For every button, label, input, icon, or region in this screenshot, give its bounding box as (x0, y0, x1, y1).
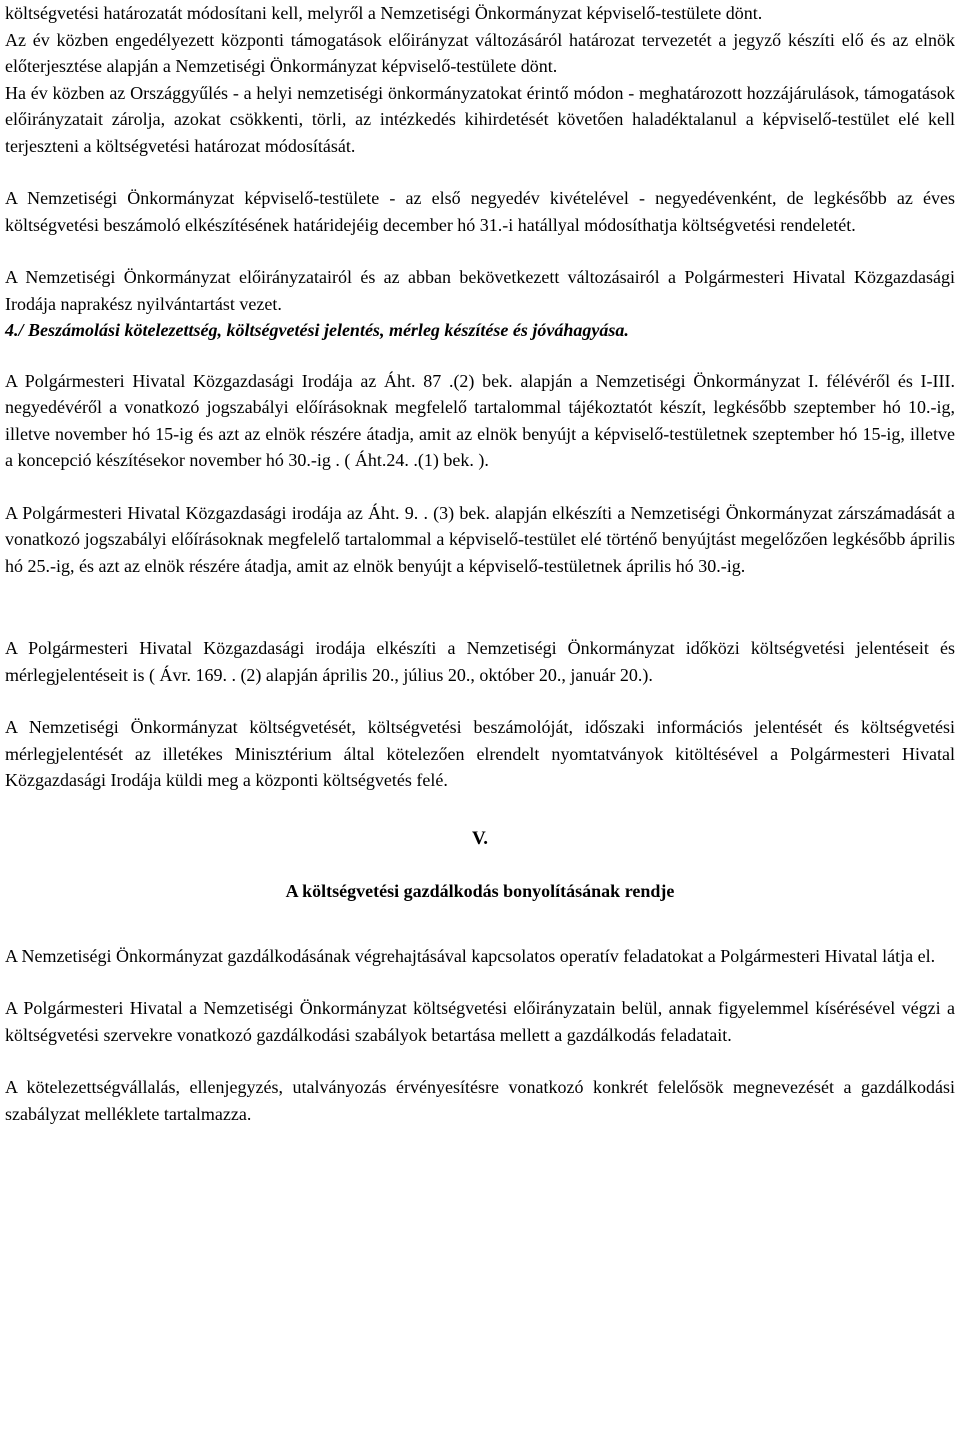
paragraph-records: A Nemzetiségi Önkormányzat előirányzatairól és az abban bekövetkezett változásairól a Polgármesteri Hivatal Közgazdasági Irodája naprakész nyilvántartást vezet. (5, 267, 955, 314)
paragraph-interim-statements: A Polgármesteri Hivatal Közgazdasági irodája elkészíti a Nemzetiségi Önkormányzat időközi költségvetési jelentéseit és mérlegjelentéseit is ( Ávr. 169. . (2) alapján április 20., július 20., október 20., január 20.). (5, 638, 955, 685)
paragraph-responsibilities: A kötelezettségvállalás, ellenjegyzés, utalványozás érvényesítésre vonatkozó konkrét felelősök megnevezését a gazdálkodási szabályzat melléklete tartalmazza. (5, 1077, 955, 1124)
paragraph-top-fragment: költségvetési határozatát módosítani kell, melyről a Nemzetiségi Önkormányzat képviselő-testülete dönt. (5, 3, 763, 23)
chapter-title: A költségvetési gazdálkodás bonyolításának rendje (285, 881, 675, 901)
section-4-heading: 4./ Beszámolási kötelezettség, költségvetési jelentés, mérleg készítése és jóváhagyása. (5, 320, 629, 340)
chapter-number: V. (471, 827, 489, 849)
paragraph-interim-report: A Polgármesteri Hivatal Közgazdasági Irodája az Áht. 87 .(2) bek. alapján a Nemzetiségi Önkormányzat I. félévéről és I-III. negyedévéről a vonatkozó jogszabályi előírásoknak megfelelő tartalommal tájékoztatót készít, legkésőbb szeptember hó 10.-ig, illetve november hó 15-ig és azt az elnök részére átadja, amit az elnök benyújt a képviselő-testületnek szeptember hó 15-ig, illetve a koncepció készítésekor november hó 30.-ig . ( Áht.24. .(1) bek. ). (5, 370, 955, 470)
paragraph-management-tasks: A Polgármesteri Hivatal a Nemzetiségi Önkormányzat költségvetési előirányzatain belül, annak figyelemmel kísérésével végzi a költségvetési szervekre vonatkozó gazdálkodási szabályok betartása mellett a gazdálkodás feladatait. (5, 998, 955, 1045)
document-page (5, 0, 955, 1127)
paragraph-operative-tasks: A Nemzetiségi Önkormányzat gazdálkodásának végrehajtásával kapcsolatos operatív feladatokat a Polgármesteri Hivatal látja el. (5, 945, 936, 966)
paragraph-parliament-freeze: Ha év közben az Országgyűlés - a helyi nemzetiségi önkormányzatokat érintő módon - meghatározott hozzájárulások, támogatások előirányzatait zárolja, azokat csökkenti, törli, az intézkedés kihirdetését követően haladéktalanul a képviselő-testület elé kell terjeszteni a költségvetési határozat módosítását. (5, 82, 955, 156)
paragraph-ministry-forms: A Nemzetiségi Önkormányzat költségvetését, költségvetési beszámolóját, időszaki információs jelentését és költségvetési mérlegjelentését az illetékes Minisztérium által kötelezően elrendelt nyomtatványok kitöltésével a Polgármesteri Hivatal Közgazdasági Irodája küldi meg a központi költségvetés felé. (5, 717, 955, 790)
paragraph-quarterly-modification: A Nemzetiségi Önkormányzat képviselő-testülete - az első negyedév kivételével - negyedévenként, de legkésőbb az éves költségvetési beszámoló elkészítésének határidejéig december hó 31.-i hatállyal módosíthatja költségvetési rendeletét. (5, 188, 955, 235)
paragraph-central-support: Az év közben engedélyezett központi támogatások előirányzat változásáról határozat tervezetét a jegyző készíti elő és az elnök előterjesztése alapján a Nemzetiségi Önkormányzat képviselő-testülete dönt. (5, 29, 955, 76)
paragraph-final-accounts: A Polgármesteri Hivatal Közgazdasági irodája az Áht. 9. . (3) bek. alapján elkészíti a Nemzetiségi Önkormányzat zárszámadását a vonatkozó jogszabályi előírásoknak megfelelő tartalommal a képviselő-testület elé történő benyújtást megelőzően legkésőbb április hó 25.-ig, és azt az elnök részére átadja, amit az elnök benyújt a képviselő-testületnek április hó 30.-ig. (5, 502, 955, 576)
